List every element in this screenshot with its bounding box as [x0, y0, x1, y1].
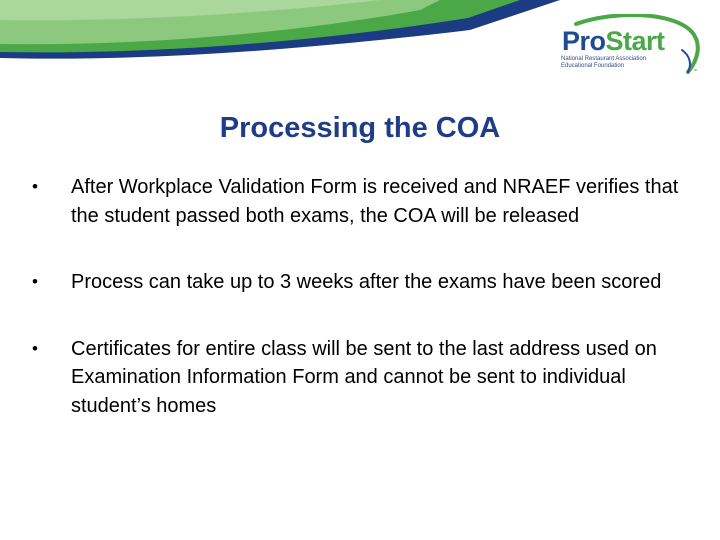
logo-wordmark	[562, 28, 665, 55]
slide-title: Processing the COA	[219, 112, 501, 144]
bullet-item: • Process can take up to 3 weeks after the exams have been scored	[30, 268, 690, 297]
logo-subtitle-line2: Educational Foundation	[561, 63, 625, 69]
bullet-item: • After Workplace Validation Form is received and NRAEF verifies that the student passed both exams, the COA will be released	[30, 173, 690, 230]
logo-word-start: Start	[605, 26, 665, 56]
bullet-item: • Certificates for entire class will be sent to the last address used on Examination Information Form and cannot be sent to individual student’s homes	[30, 335, 690, 421]
bullet-list	[30, 173, 690, 458]
logo-subtitle-line1: National Restaurant Association	[561, 56, 647, 62]
prostart-logo	[556, 14, 706, 78]
logo-subtitle	[561, 56, 681, 70]
logo-word-pro: Pro	[562, 26, 606, 56]
logo-trademark: ™	[693, 68, 697, 73]
